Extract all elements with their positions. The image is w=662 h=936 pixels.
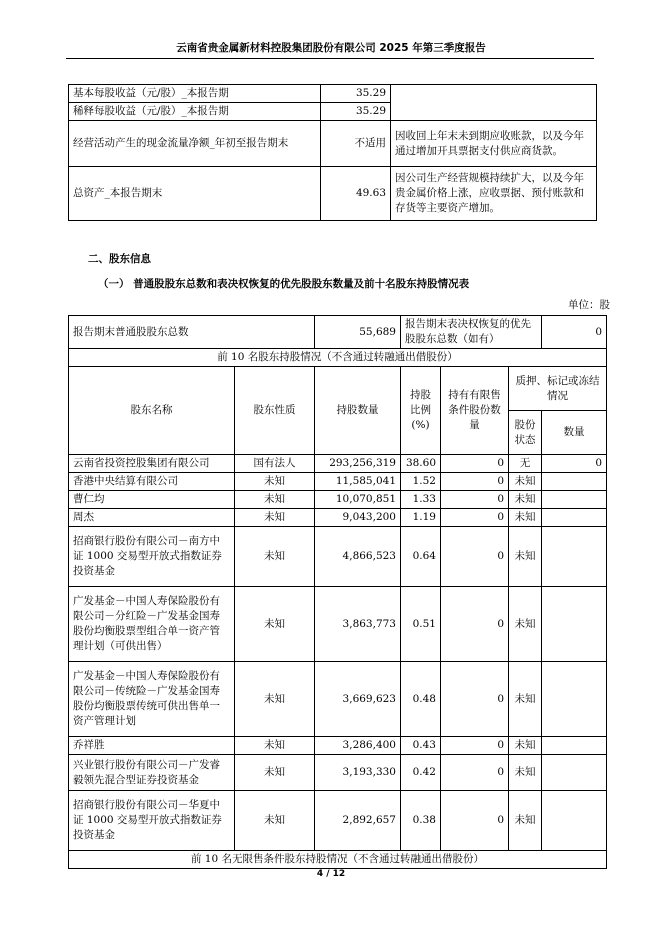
holder-shares: 10,070,851	[315, 491, 401, 509]
holder-ratio: 0.48	[401, 662, 441, 737]
holder-pledge-status: 未知	[509, 527, 542, 587]
holder-pledge-status: 未知	[509, 473, 542, 491]
holder-restricted: 0	[441, 662, 509, 737]
total-holders-value: 55,689	[315, 316, 401, 349]
report-header-title: 云南省贵金属新材料控股集团股份有限公司 2025 年第三季度报告	[176, 42, 486, 54]
holder-pledge-qty	[542, 587, 607, 662]
shareholder-row	[69, 509, 607, 527]
holder-pledge-qty	[542, 491, 607, 509]
holder-ratio: 38.60	[401, 455, 441, 473]
holder-nature: 未知	[235, 737, 315, 755]
holder-pledge-qty	[542, 737, 607, 755]
col-header-pledge: 质押、标记或冻结情况	[509, 367, 607, 411]
holder-pledge-qty	[542, 509, 607, 527]
holder-ratio: 1.19	[401, 509, 441, 527]
holder-pledge-status: 未知	[509, 755, 542, 791]
holder-pledge-status: 未知	[509, 737, 542, 755]
indicator-change-table	[68, 84, 597, 221]
indicator-reason	[391, 103, 597, 121]
holder-restricted: 0	[441, 737, 509, 755]
holder-nature: 未知	[235, 755, 315, 791]
holder-name: 周杰	[69, 509, 235, 527]
holder-shares: 4,866,523	[315, 527, 401, 587]
holder-pledge-qty	[542, 755, 607, 791]
holder-pledge-qty	[542, 662, 607, 737]
col-header-pledge-qty: 数量	[542, 411, 607, 455]
holder-shares: 3,193,330	[315, 755, 401, 791]
page-number: 4 / 12	[316, 869, 346, 879]
holder-nature: 未知	[235, 662, 315, 737]
top10-unrestricted-caption: 前 10 名无限售条件股东持股情况（不含通过转融通出借股份）	[69, 851, 607, 869]
shareholder-row	[69, 455, 607, 473]
holder-ratio: 0.42	[401, 755, 441, 791]
shareholder-row	[69, 491, 607, 509]
holder-name: 云南省投资控股集团有限公司	[69, 455, 235, 473]
holder-shares: 11,585,041	[315, 473, 401, 491]
holder-restricted: 0	[441, 587, 509, 662]
holder-name: 招商银行股份有限公司－南方中证 1000 交易型开放式指数证券投资基金	[69, 527, 235, 587]
holder-shares: 3,863,773	[315, 587, 401, 662]
holder-pledge-qty	[542, 527, 607, 587]
indicator-row	[69, 85, 597, 103]
shareholder-row	[69, 791, 607, 851]
indicator-name: 基本每股收益（元/股）_本报告期	[69, 85, 321, 103]
top10-caption: 前 10 名股东持股情况（不含通过转融通出借股份）	[69, 349, 607, 367]
holder-ratio: 0.38	[401, 791, 441, 851]
pref-holders-label: 报告期末表决权恢复的优先股股东总数（如有）	[401, 316, 542, 349]
indicator-name: 总资产_本报告期末	[69, 167, 321, 221]
holder-nature: 未知	[235, 791, 315, 851]
holder-name: 兴业银行股份有限公司－广发睿毅领先混合型证券投资基金	[69, 755, 235, 791]
holder-nature: 国有法人	[235, 455, 315, 473]
col-header-pledge-status: 股份状态	[509, 411, 542, 455]
shareholder-row	[69, 662, 607, 737]
shareholder-row	[69, 737, 607, 755]
holder-restricted: 0	[441, 455, 509, 473]
holder-restricted: 0	[441, 527, 509, 587]
col-header-nature: 股东性质	[235, 367, 315, 455]
holder-name: 香港中央结算有限公司	[69, 473, 235, 491]
indicator-row	[69, 103, 597, 121]
shareholder-row	[69, 527, 607, 587]
holder-pledge-status: 未知	[509, 791, 542, 851]
holder-shares: 2,892,657	[315, 791, 401, 851]
indicator-name: 经营活动产生的现金流量净额_年初至报告期末	[69, 121, 321, 167]
holder-shares: 293,256,319	[315, 455, 401, 473]
indicator-change-ratio: 35.29	[321, 85, 391, 103]
holder-name: 招商银行股份有限公司－华夏中证 1000 交易型开放式指数证券投资基金	[69, 791, 235, 851]
shareholder-row	[69, 755, 607, 791]
indicator-reason: 因收回上年末未到期应收账款，以及今年通过增加开具票据支付供应商货款。	[391, 121, 597, 167]
holder-nature: 未知	[235, 527, 315, 587]
col-header-ratio: 持股比例(%)	[401, 367, 441, 455]
holder-pledge-status: 无	[509, 455, 542, 473]
holder-pledge-status: 未知	[509, 662, 542, 737]
shareholder-row	[69, 473, 607, 491]
holder-restricted: 0	[441, 491, 509, 509]
total-holders-label: 报告期末普通股股东总数	[69, 316, 315, 349]
holder-nature: 未知	[235, 491, 315, 509]
holder-ratio: 1.52	[401, 473, 441, 491]
holder-ratio: 1.33	[401, 491, 441, 509]
indicator-name: 稀释每股收益（元/股）_本报告期	[69, 103, 321, 121]
holder-ratio: 0.64	[401, 527, 441, 587]
holder-restricted: 0	[441, 473, 509, 491]
holder-restricted: 0	[441, 791, 509, 851]
holder-name: 乔祥胜	[69, 737, 235, 755]
holder-pledge-status: 未知	[509, 491, 542, 509]
indicator-row	[69, 121, 597, 167]
holder-restricted: 0	[441, 755, 509, 791]
holder-ratio: 0.43	[401, 737, 441, 755]
indicator-reason: 因公司生产经营规模持续扩大，以及今年贵金属价格上涨，应收票据、预付账款和存货等主要资产增加。	[391, 167, 597, 221]
indicator-reason	[391, 85, 597, 103]
holder-name: 曹仁均	[69, 491, 235, 509]
indicator-change-ratio: 49.63	[321, 167, 391, 221]
indicator-change-ratio: 35.29	[321, 103, 391, 121]
holder-restricted: 0	[441, 509, 509, 527]
holder-pledge-qty	[542, 791, 607, 851]
col-header-name: 股东名称	[69, 367, 235, 455]
indicator-change-ratio: 不适用	[321, 121, 391, 167]
shareholder-table	[68, 315, 607, 869]
holder-shares: 9,043,200	[315, 509, 401, 527]
holder-nature: 未知	[235, 587, 315, 662]
holder-name: 广发基金－中国人寿保险股份有限公司－分红险－广发基金国寿股份均衡股票型组合单一资产管理计划（可供出售）	[69, 587, 235, 662]
holder-name: 广发基金－中国人寿保险股份有限公司－传统险－广发基金国寿股份均衡股票传统可供出售单一资产管理计划	[69, 662, 235, 737]
header-divider	[66, 58, 594, 59]
col-header-restricted: 持有有限售条件股份数量	[441, 367, 509, 455]
shareholder-row	[69, 587, 607, 662]
holder-shares: 3,669,623	[315, 662, 401, 737]
holder-pledge-status: 未知	[509, 587, 542, 662]
indicator-row	[69, 167, 597, 221]
holder-nature: 未知	[235, 509, 315, 527]
unit-label: 单位：股	[568, 299, 610, 311]
section-title: 二、股东信息	[88, 253, 151, 265]
holder-pledge-qty	[542, 473, 607, 491]
holder-pledge-qty: 0	[542, 455, 607, 473]
holder-shares: 3,286,400	[315, 737, 401, 755]
holder-ratio: 0.51	[401, 587, 441, 662]
pref-holders-value: 0	[542, 316, 607, 349]
col-header-shares: 持股数量	[315, 367, 401, 455]
holder-pledge-status: 未知	[509, 509, 542, 527]
holder-nature: 未知	[235, 473, 315, 491]
subsection-title: （一） 普通股股东总数和表决权恢复的优先股股东数量及前十名股东持股情况表	[98, 278, 470, 290]
